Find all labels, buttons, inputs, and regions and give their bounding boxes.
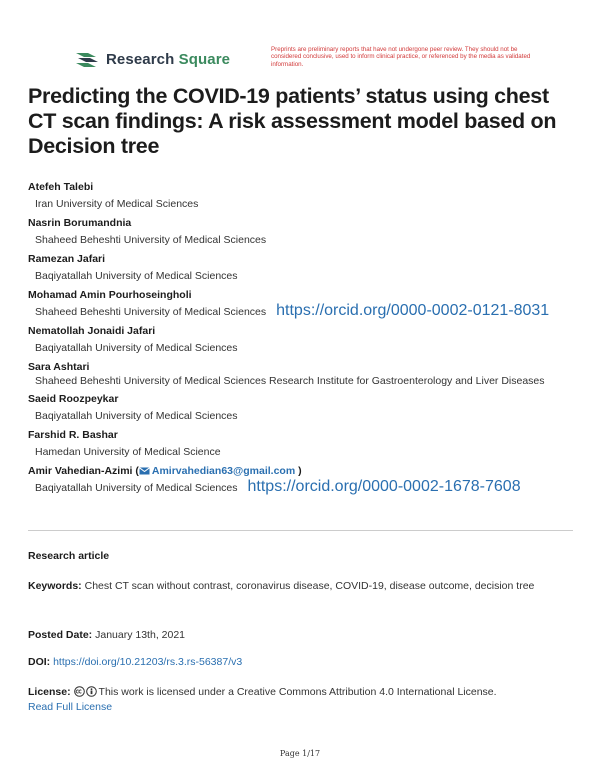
- author-entry: [28, 360, 578, 388]
- creative-commons-icon: [74, 686, 97, 697]
- author-affiliation: Baqiyatallah University of Medical Sciences: [35, 410, 238, 422]
- author-affiliation: Baqiyatallah University of Medical Sciences: [35, 482, 238, 494]
- license-text: This work is licensed under a Creative Commons Attribution 4.0 International License.: [98, 686, 497, 698]
- author-affiliation: Baqiyatallah University of Medical Sciences: [35, 270, 238, 282]
- author-entry: [28, 252, 578, 284]
- author-affiliation: Baqiyatallah University of Medical Sciences: [35, 342, 238, 354]
- paper-title: Predicting the COVID-19 patients’ status using chest CT scan findings: A risk assessment model based on Decision tree: [28, 84, 557, 158]
- doi-link[interactable]: https://doi.org/10.21203/rs.3.rs-56387/v3: [53, 656, 243, 668]
- posted-date: [28, 628, 573, 643]
- doi-label: DOI:: [28, 656, 51, 668]
- author-affiliation: Shaheed Beheshti University of Medical Sciences: [35, 234, 267, 246]
- corresponding-author: Amir Vahedian-Azimi ( Amirvahedian63@gmail.com ): [28, 465, 302, 477]
- keywords: [28, 579, 573, 594]
- author-email-link[interactable]: Amirvahedian63@gmail.com: [151, 465, 296, 477]
- author-name[interactable]: Sara Ashtari: [28, 361, 90, 373]
- author-entry: [28, 464, 578, 496]
- brand-name: Research Square: [106, 50, 231, 68]
- author-entry: [28, 428, 578, 460]
- author-entry: [28, 288, 578, 320]
- keywords-value: Chest CT scan without contrast, coronavirus disease, COVID-19, disease outcome, decision tree: [84, 580, 535, 592]
- author-name[interactable]: Amir Vahedian-Azimi: [28, 465, 133, 477]
- attribution-icon: [86, 686, 97, 697]
- author-affiliation: Shaheed Beheshti University of Medical Sciences Research Institute for Gastroenterology and Liver Diseases: [35, 375, 545, 387]
- orcid-link[interactable]: https://orcid.org/0000-0002-1678-7608: [247, 478, 521, 495]
- author-affiliation: Shaheed Beheshti University of Medical Sciences: [35, 306, 267, 318]
- author-name[interactable]: Mohamad Amin Pourhoseingholi: [28, 289, 192, 301]
- author-name[interactable]: Ramezan Jafari: [28, 253, 106, 265]
- author-name[interactable]: Saeid Roozpeykar: [28, 393, 119, 405]
- research-square-logo-icon: [74, 49, 100, 69]
- author-entry: [28, 216, 578, 248]
- license-label: License:: [28, 686, 71, 698]
- page-number: Page 1/17: [279, 749, 321, 758]
- doi: [28, 655, 573, 670]
- author-entry: [28, 392, 578, 424]
- posted-date-value: January 13th, 2021: [95, 629, 186, 641]
- orcid-link[interactable]: https://orcid.org/0000-0002-0121-8031: [276, 302, 550, 319]
- author-entry: [28, 324, 578, 356]
- author-affiliation: Hamedan University of Medical Science: [35, 446, 221, 458]
- read-full-license-link[interactable]: Read Full License: [28, 701, 113, 713]
- research-square-logo[interactable]: [74, 49, 230, 69]
- author-name[interactable]: Atefeh Talebi: [28, 181, 94, 193]
- author-list: [28, 180, 578, 500]
- article-type: Research article: [28, 550, 110, 562]
- author-name[interactable]: Nasrin Borumandnia: [28, 217, 132, 229]
- author-entry: [28, 180, 578, 212]
- author-name[interactable]: Nematollah Jonaidi Jafari: [28, 325, 156, 337]
- author-affiliation: Iran University of Medical Sciences: [35, 198, 199, 210]
- section-divider: [28, 530, 573, 531]
- author-name[interactable]: Farshid R. Bashar: [28, 429, 118, 441]
- preprint-disclaimer: Preprints are preliminary reports that have not undergone peer review. They should not be considered conclusive, used to inform clinical practice, or referenced by the media as validated information.: [271, 46, 531, 68]
- keywords-label: Keywords:: [28, 580, 82, 592]
- envelope-icon: [139, 465, 150, 479]
- posted-date-label: Posted Date:: [28, 629, 93, 641]
- license: [28, 685, 573, 715]
